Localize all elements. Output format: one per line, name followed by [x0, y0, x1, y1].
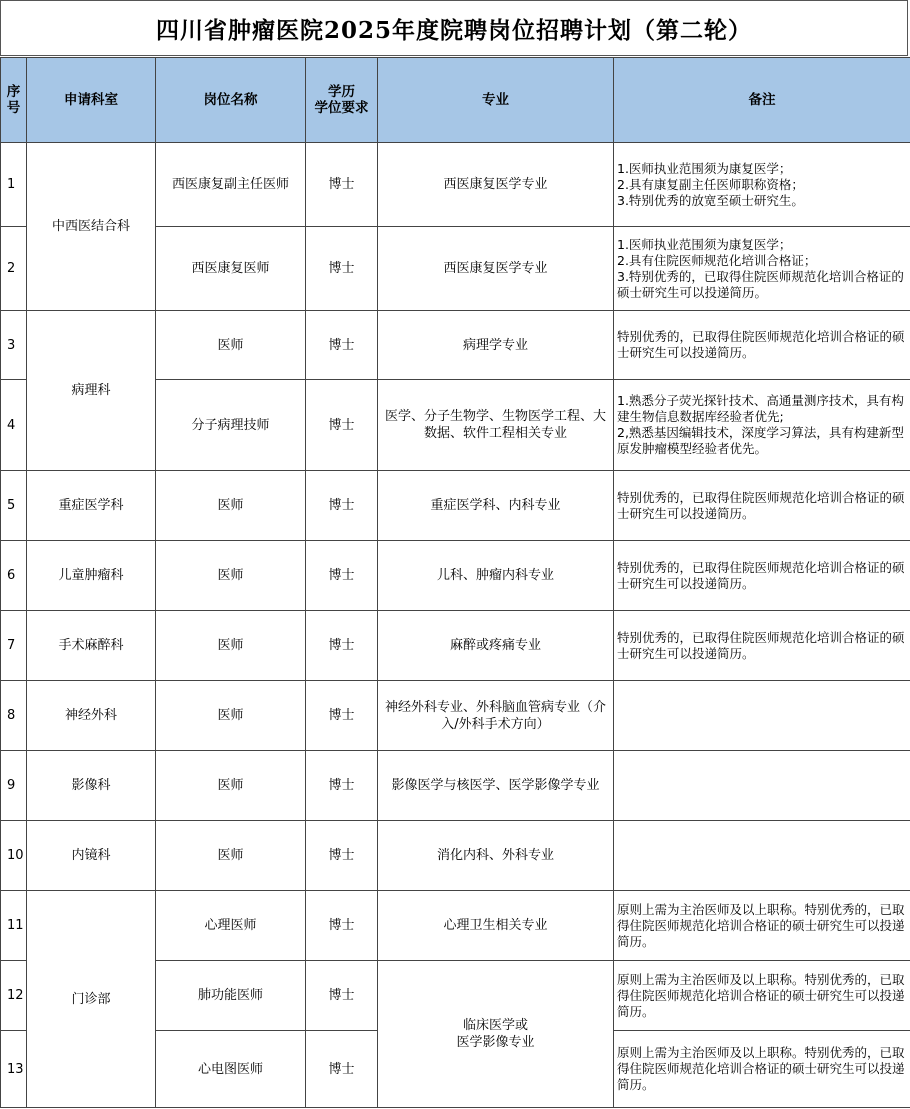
major-cell: 临床医学或 医学影像专业	[378, 961, 614, 1108]
table-row	[1, 821, 910, 891]
seq-cell: 11	[1, 891, 27, 961]
notes-cell: 特别优秀的，已取得住院医师规范化培训合格证的硕士研究生可以投递简历。	[614, 311, 910, 380]
notes-cell: 1.医师执业范围须为康复医学； 2.具有住院医师规范化培训合格证； 3.特别优秀的，已取得住院医师规范化培训合格证的硕士研究生可以投递简历。	[614, 227, 910, 311]
seq-cell: 9	[1, 751, 27, 821]
position-cell: 医师	[156, 821, 306, 891]
degree-cell: 博士	[306, 821, 378, 891]
major-cell: 心理卫生相关专业	[378, 891, 614, 961]
major-cell: 麻醉或疼痛专业	[378, 611, 614, 681]
header-seq: 序 号	[1, 58, 27, 143]
major-cell: 影像医学与核医学、医学影像学专业	[378, 751, 614, 821]
seq-cell: 8	[1, 681, 27, 751]
position-cell: 医师	[156, 471, 306, 541]
notes-cell: 特别优秀的，已取得住院医师规范化培训合格证的硕士研究生可以投递简历。	[614, 611, 910, 681]
seq-cell: 4	[1, 380, 27, 471]
page-title: 四川省肿瘤医院2025年度院聘岗位招聘计划（第二轮）	[0, 0, 908, 56]
major-cell: 医学、分子生物学、生物医学工程、大数据、软件工程相关专业	[378, 380, 614, 471]
notes-cell: 原则上需为主治医师及以上职称。特别优秀的，已取得住院医师规范化培训合格证的硕士研究生可以投递简历。	[614, 1031, 910, 1108]
table-row	[1, 541, 910, 611]
position-cell: 医师	[156, 611, 306, 681]
dept-cell: 儿童肿瘤科	[27, 541, 156, 611]
seq-cell: 7	[1, 611, 27, 681]
degree-cell: 博士	[306, 311, 378, 380]
notes-cell: 1.熟悉分子荧光探针技术、高通量测序技术，具有构建生物信息数据库经验者优先; 2,熟悉基因编辑技术，深度学习算法，具有构建新型原发肿瘤模型经验者优先。	[614, 380, 910, 471]
seq-cell: 1	[1, 143, 27, 227]
seq-cell: 13	[1, 1031, 27, 1108]
position-cell: 西医康复副主任医师	[156, 143, 306, 227]
recruitment-table	[0, 57, 910, 1108]
seq-cell: 12	[1, 961, 27, 1031]
seq-cell: 3	[1, 311, 27, 380]
seq-cell: 6	[1, 541, 27, 611]
header-degree: 学历 学位要求	[306, 58, 378, 143]
major-cell: 西医康复医学专业	[378, 227, 614, 311]
notes-cell	[614, 751, 910, 821]
seq-cell: 5	[1, 471, 27, 541]
dept-cell: 手术麻醉科	[27, 611, 156, 681]
degree-cell: 博士	[306, 1031, 378, 1108]
dept-cell: 重症医学科	[27, 471, 156, 541]
degree-cell: 博士	[306, 143, 378, 227]
position-cell: 分子病理技师	[156, 380, 306, 471]
table-row	[1, 311, 910, 380]
notes-cell	[614, 681, 910, 751]
degree-cell: 博士	[306, 891, 378, 961]
position-cell: 肺功能医师	[156, 961, 306, 1031]
major-cell: 西医康复医学专业	[378, 143, 614, 227]
table-row	[1, 471, 910, 541]
dept-cell: 内镜科	[27, 821, 156, 891]
position-cell: 医师	[156, 541, 306, 611]
position-cell: 心电图医师	[156, 1031, 306, 1108]
degree-cell: 博士	[306, 611, 378, 681]
notes-cell: 原则上需为主治医师及以上职称。特别优秀的，已取得住院医师规范化培训合格证的硕士研究生可以投递简历。	[614, 961, 910, 1031]
position-cell: 医师	[156, 311, 306, 380]
position-cell: 医师	[156, 681, 306, 751]
degree-cell: 博士	[306, 471, 378, 541]
dept-cell: 门诊部	[27, 891, 156, 1108]
table-header-row	[1, 58, 910, 143]
seq-cell: 2	[1, 227, 27, 311]
degree-cell: 博士	[306, 380, 378, 471]
degree-cell: 博士	[306, 681, 378, 751]
header-notes: 备注	[614, 58, 910, 143]
table-row	[1, 751, 910, 821]
header-dept: 申请科室	[27, 58, 156, 143]
table-row	[1, 891, 910, 961]
table-row	[1, 143, 910, 227]
degree-cell: 博士	[306, 227, 378, 311]
table-row	[1, 681, 910, 751]
degree-cell: 博士	[306, 961, 378, 1031]
dept-cell: 影像科	[27, 751, 156, 821]
seq-cell: 10	[1, 821, 27, 891]
notes-cell: 特别优秀的，已取得住院医师规范化培训合格证的硕士研究生可以投递简历。	[614, 541, 910, 611]
major-cell: 重症医学科、内科专业	[378, 471, 614, 541]
notes-cell	[614, 821, 910, 891]
major-cell: 病理学专业	[378, 311, 614, 380]
notes-cell: 1.医师执业范围须为康复医学； 2.具有康复副主任医师职称资格； 3.特别优秀的放宽至硕士研究生。	[614, 143, 910, 227]
header-major: 专业	[378, 58, 614, 143]
header-position: 岗位名称	[156, 58, 306, 143]
major-cell: 儿科、肿瘤内科专业	[378, 541, 614, 611]
dept-cell: 神经外科	[27, 681, 156, 751]
dept-cell: 病理科	[27, 311, 156, 471]
position-cell: 心理医师	[156, 891, 306, 961]
degree-cell: 博士	[306, 751, 378, 821]
dept-cell: 中西医结合科	[27, 143, 156, 311]
degree-cell: 博士	[306, 541, 378, 611]
position-cell: 西医康复医师	[156, 227, 306, 311]
notes-cell: 特别优秀的，已取得住院医师规范化培训合格证的硕士研究生可以投递简历。	[614, 471, 910, 541]
major-cell: 神经外科专业、外科脑血管病专业（介入/外科手术方向）	[378, 681, 614, 751]
major-cell: 消化内科、外科专业	[378, 821, 614, 891]
table-row	[1, 611, 910, 681]
position-cell: 医师	[156, 751, 306, 821]
notes-cell: 原则上需为主治医师及以上职称。特别优秀的，已取得住院医师规范化培训合格证的硕士研究生可以投递简历。	[614, 891, 910, 961]
